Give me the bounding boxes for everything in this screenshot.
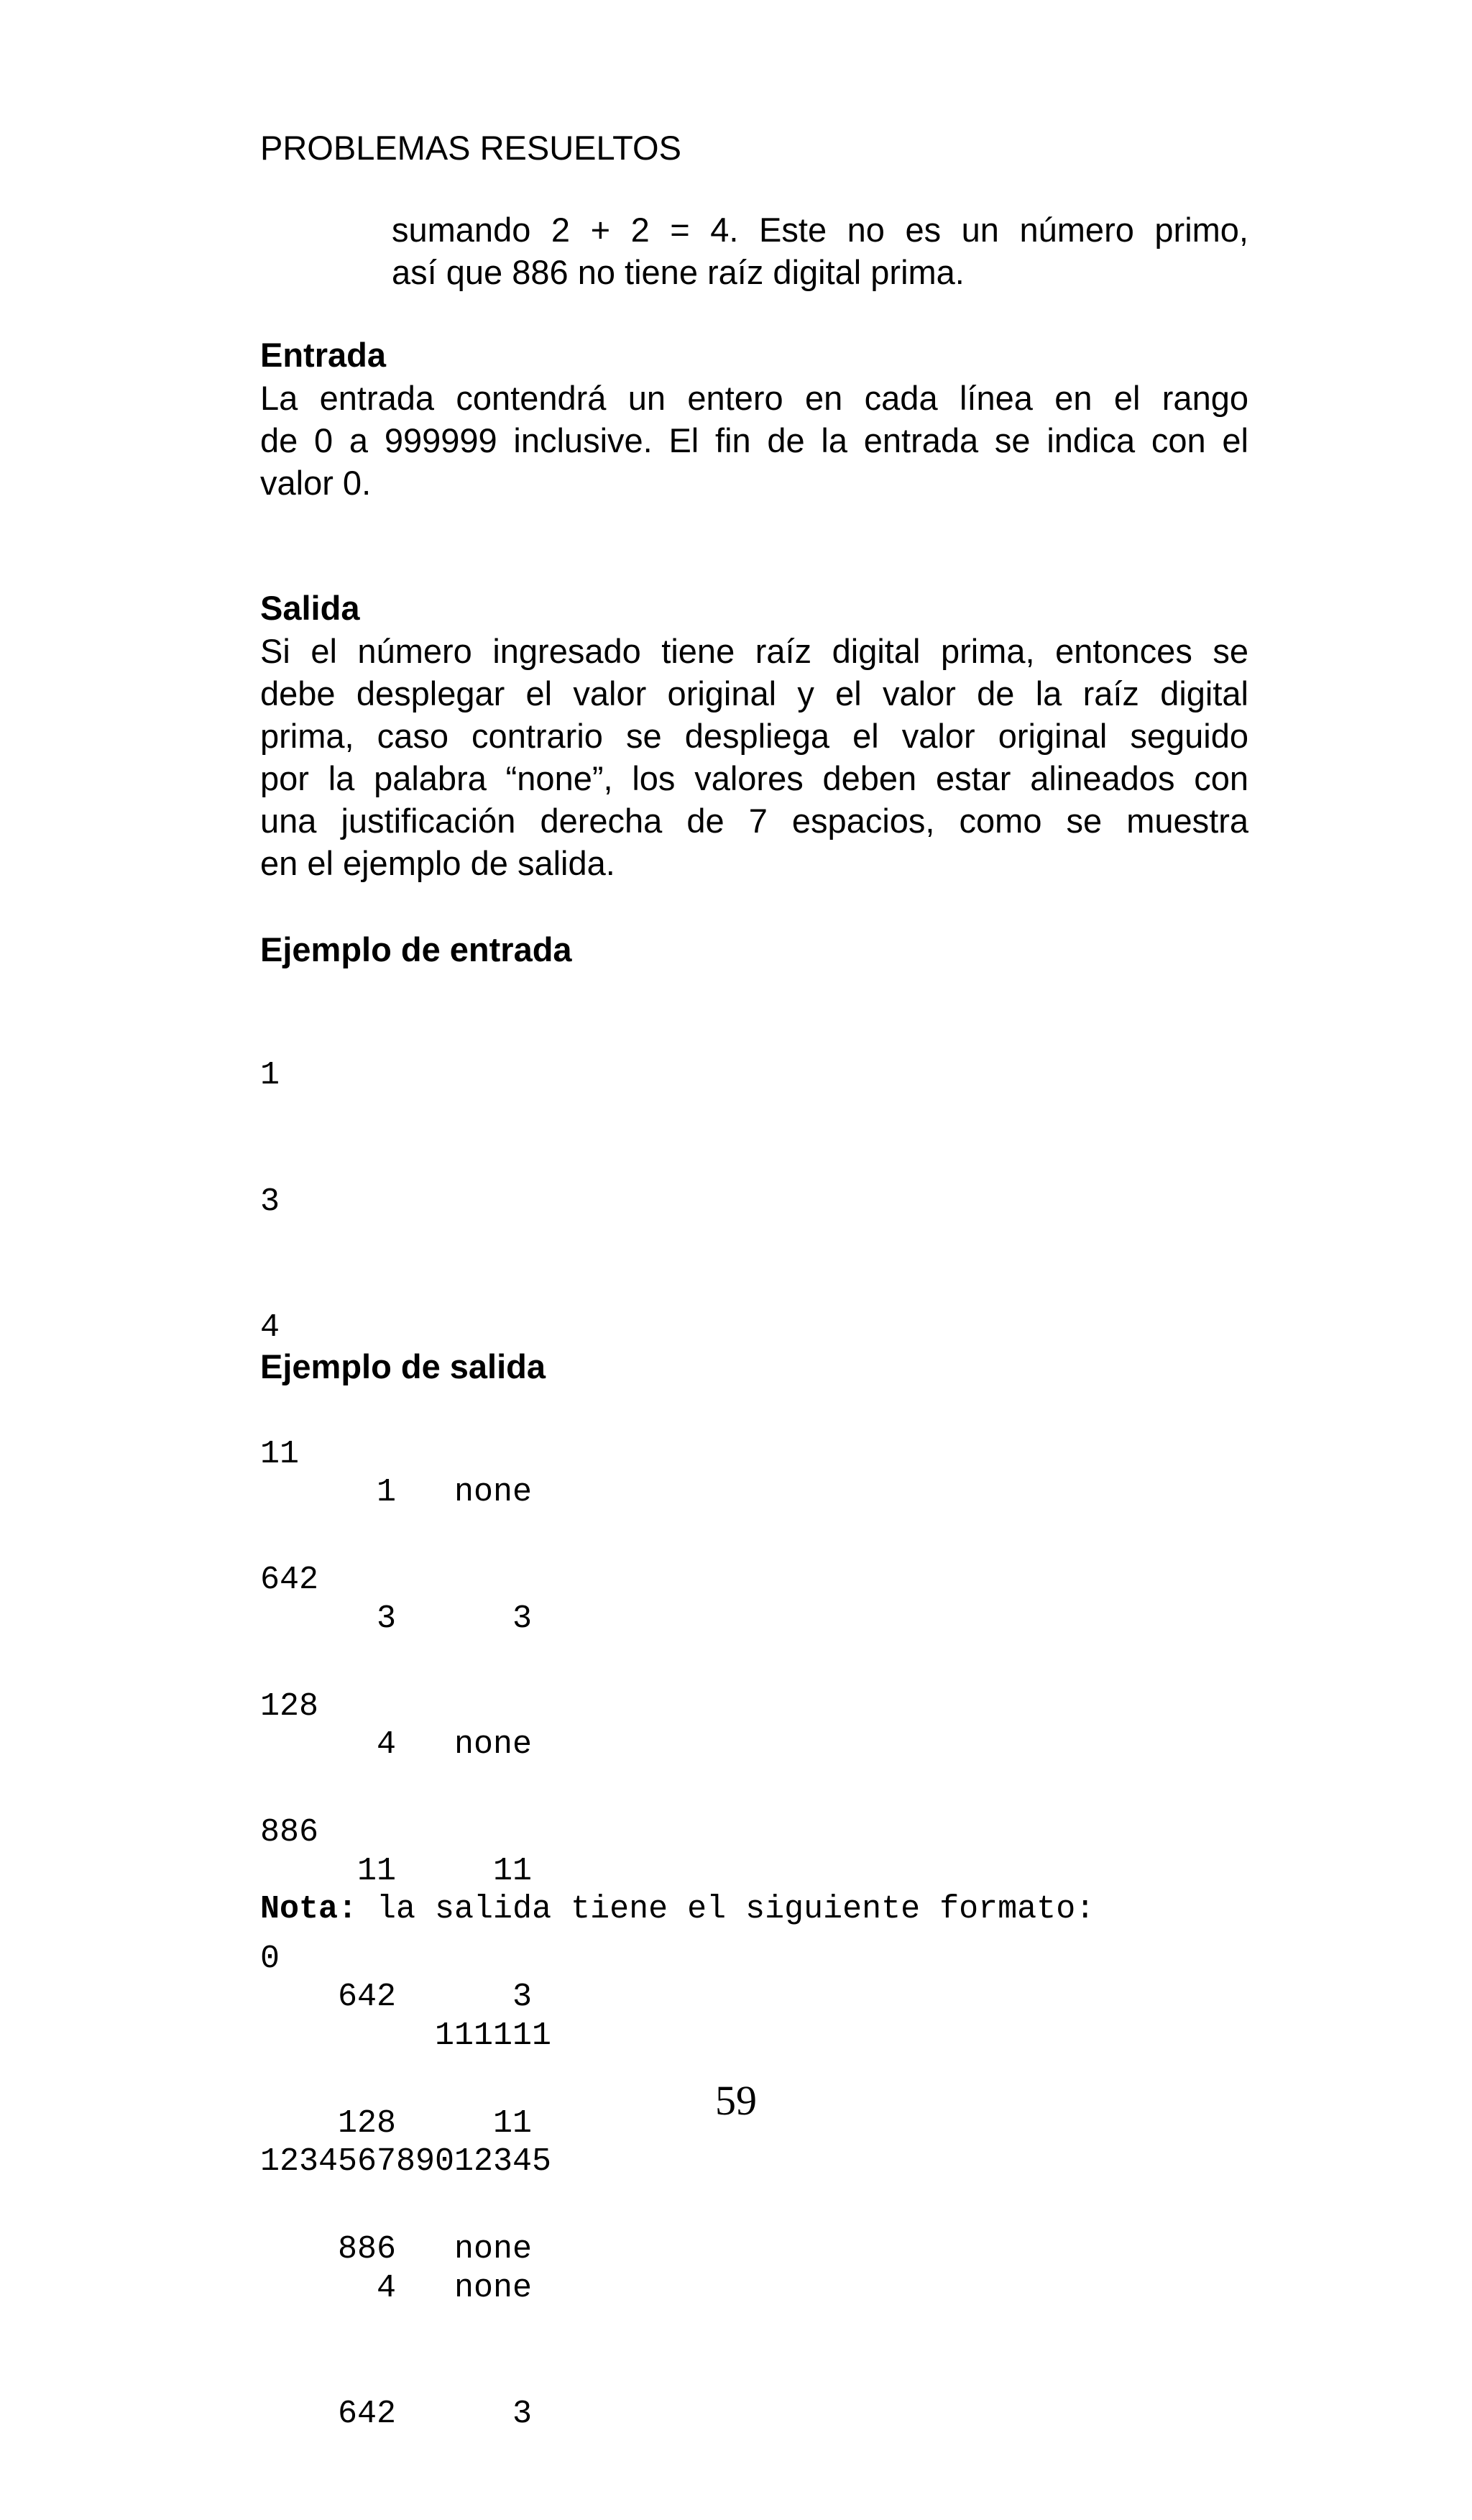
code-line: 111111: [260, 2017, 552, 2054]
nota-label: Nota:: [260, 1891, 358, 1928]
code-line: 128 11: [260, 2104, 533, 2142]
page-number: 59: [715, 2077, 757, 2124]
continuation-paragraph: [392, 209, 1248, 293]
paragraph-line: una justificación derecha de 7 espacios, como se muestra: [260, 802, 1248, 840]
paragraph-line: en el ejemplo de salida.: [260, 844, 615, 882]
code-line: 4 none: [260, 1726, 533, 1763]
paragraph-line: prima, caso contrario se despliega el valor original seguido: [260, 717, 1248, 755]
code-line: 3 3: [260, 1600, 533, 1637]
paragraph-line: valor 0.: [260, 464, 372, 502]
paragraph-line: sumando 2 + 2 = 4. Este no es un número primo,: [392, 211, 1248, 249]
paragraph-line: Si el número ingresado tiene raíz digital prima, entonces se: [260, 632, 1248, 670]
code-line: 642 3: [260, 2396, 533, 2432]
code-line: 123456789012345: [260, 2143, 552, 2180]
code-line: 642 3: [260, 1979, 533, 2015]
running-header: PROBLEMAS RESUELTOS: [260, 129, 681, 167]
paragraph-line: así que 886 no tiene raíz digital prima.: [392, 253, 965, 291]
paragraph-line: La entrada contendrá un entero en cada línea en el rango: [260, 379, 1248, 417]
nota-text: la salida tiene el siguiente formato:: [357, 1891, 1095, 1928]
nota-block: [260, 1805, 1095, 2520]
code-line: 1 none: [260, 1474, 533, 1511]
ejemplo-entrada-heading: Ejemplo de entrada: [260, 930, 572, 968]
nota-line: [260, 1889, 1095, 1931]
paragraph-line: por la palabra “none”, los valores deben estar alineados con: [260, 759, 1248, 797]
code-line: 886 none: [260, 2231, 533, 2268]
salida-heading: Salida: [260, 589, 360, 627]
code-line: 11 11: [260, 1852, 533, 1889]
code-line: 886: [260, 1814, 319, 1851]
code-line: 0: [260, 1940, 280, 1977]
code-line: 3: [260, 1183, 280, 1220]
ejemplo-salida-heading: Ejemplo de salida: [260, 1347, 546, 1385]
paragraph-line: debe desplegar el valor original y el valor de la raíz digital: [260, 674, 1248, 713]
paragraph-line: de 0 a 999999 inclusive. El fin de la entrada se indica con el: [260, 421, 1248, 459]
code-line: 11: [260, 1435, 300, 1472]
salida-paragraph: [260, 630, 1248, 884]
code-line: 4 none: [260, 2269, 533, 2306]
code-line: 1: [260, 1057, 280, 1094]
code-line: 642: [260, 1562, 319, 1598]
entrada-paragraph: [260, 377, 1248, 504]
entrada-heading: Entrada: [260, 336, 386, 374]
code-line: 128: [260, 1687, 319, 1725]
code-line: 4: [260, 1309, 280, 1346]
